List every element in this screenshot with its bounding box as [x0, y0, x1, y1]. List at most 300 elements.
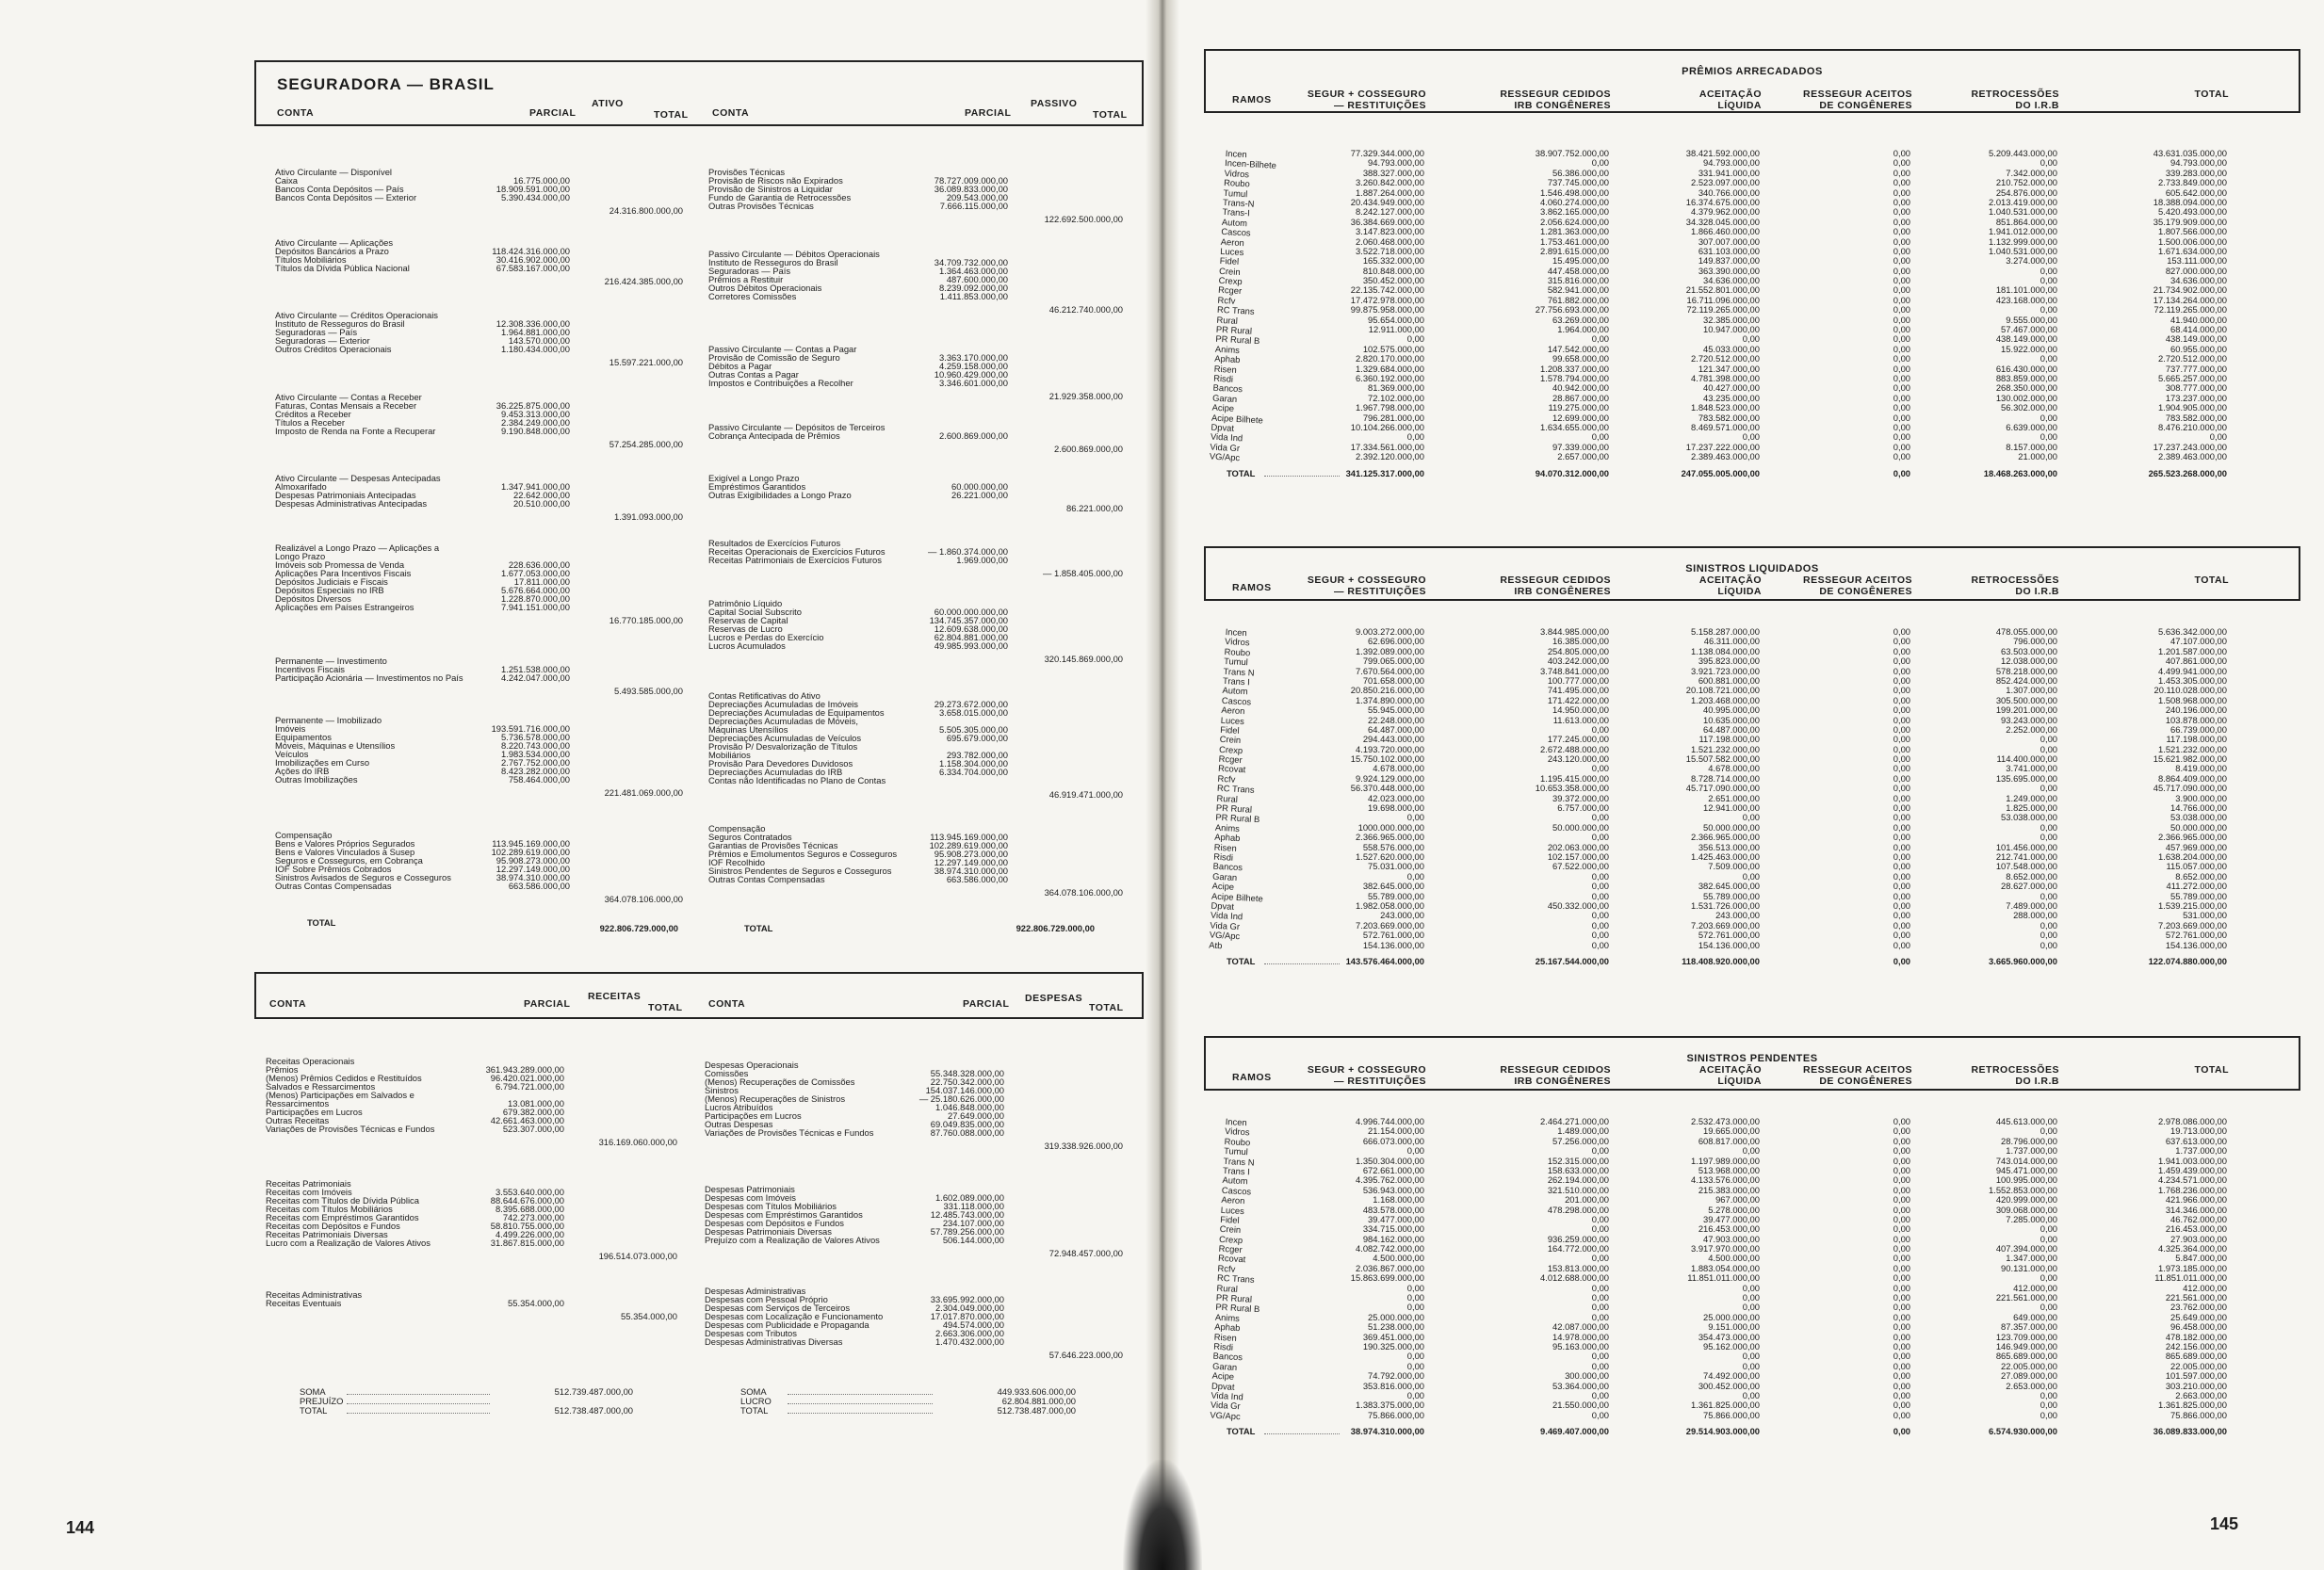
table-2-cell: 314.346.000,00: [2165, 1204, 2227, 1215]
table-1-cell: 7.203.669.000,00: [2158, 919, 2227, 931]
table-2-cell: 0,00: [2040, 1233, 2057, 1244]
ativo-account-line: Participação Acionária — Investimentos no País: [275, 672, 463, 684]
table-0-cell: 10.104.266.000,00: [1350, 421, 1424, 432]
table-1-cell: 0,00: [1893, 763, 1910, 774]
table-2-cell: 666.073.000,00: [1362, 1135, 1424, 1146]
table-2-ramo: Rural: [1216, 1282, 1239, 1294]
table-2-cell: 0,00: [1893, 1311, 1910, 1322]
passivo-account-line: Depreciações Acumuladas de Móveis,: [708, 716, 858, 727]
table-1-cell: 0,00: [1893, 636, 1910, 647]
table-0-cell: 1.281.363.000,00: [1540, 226, 1609, 237]
despesas-account-line: Despesas com Empréstimos Garantidos: [705, 1209, 863, 1221]
table-1-cell: 0,00: [1742, 812, 1760, 823]
passivo-parcial-line: 78.727.009.000,00: [934, 175, 1008, 186]
table-1-cell: 799.065.000,00: [1362, 656, 1424, 667]
total-passivo-label: TOTAL: [744, 923, 773, 933]
table-2-cell: 25.000.000,00: [1368, 1311, 1424, 1322]
table-1-ramo: Fidel: [1220, 723, 1240, 736]
table-2-ramo: Rcfv: [1217, 1262, 1236, 1274]
table-0-cell: 3.522.718.000,00: [1356, 245, 1424, 256]
table-2-cell: 412.000,00: [2013, 1282, 2057, 1293]
table-0-cell: 32.385.000,00: [1703, 314, 1760, 325]
passivo-parcial-line: 12.609.638.000,00: [934, 623, 1008, 635]
despesas-parcial: [891, 1060, 1004, 1137]
ativo-account-line: Títulos da Dívida Pública Nacional: [275, 263, 410, 274]
table-1-ramo: Garan: [1211, 870, 1238, 882]
table-2-ramo: Vidros: [1224, 1125, 1250, 1138]
ativo-parcial-line: 1.251.538.000,00: [501, 664, 570, 675]
table-0-cell: 438.149.000,00: [2165, 333, 2227, 345]
table-1-cell: 1.138.084.000,00: [1691, 645, 1760, 656]
table-1-ramo: PR Rural B: [1215, 812, 1260, 825]
table-1-ramo: Luces: [1220, 714, 1245, 726]
table-1-cell: 4.499.941.000,00: [2158, 665, 2227, 676]
receitas-parcial-line: 55.354.000,00: [508, 1298, 564, 1309]
table-1-cell: 0,00: [1893, 723, 1910, 735]
passivo-parcial-line: 4.259.158.000,00: [939, 361, 1008, 372]
table-1-cell: 0,00: [1591, 890, 1609, 901]
table-2-ramo: PR Rural: [1215, 1291, 1253, 1304]
table-1-cell: 796.000,00: [2013, 636, 2057, 647]
table-2-cell: 25.649.000,00: [2170, 1311, 2227, 1322]
table-2-cell: 164.772.000,00: [1547, 1243, 1609, 1254]
passivo-parcial: [895, 423, 1008, 440]
table-2-cell: 90.131.000,00: [2001, 1262, 2057, 1273]
table-0-cell: 0,00: [1406, 333, 1424, 345]
table-1-values-acei: [1628, 627, 1760, 950]
ativo-group-total: 1.391.093.000,00: [614, 511, 683, 523]
table-1-cell: 382.645.000,00: [1698, 881, 1760, 892]
table-2-cell: 100.995.000,00: [1995, 1174, 2057, 1186]
despesas-parcial-line: 506.144.000,00: [942, 1235, 1004, 1246]
table-0-cell: 0,00: [1591, 157, 1609, 169]
receitas-parcial-line: 4.499.226.000,00: [496, 1229, 564, 1240]
ativo-account-line: Faturas, Contas Mensais a Receber: [275, 400, 417, 412]
table-0-ramo: Trans-N: [1222, 196, 1255, 209]
passivo-account-line: Passivo Circulante — Contas a Pagar: [708, 344, 857, 354]
table-2-cell: 637.613.000,00: [2165, 1135, 2227, 1146]
table-1-cell: 11.613.000,00: [1552, 714, 1609, 725]
passivo-account-line: Depreciações Acumuladas de Imóveis: [708, 699, 858, 710]
col-total-receitas: TOTAL: [648, 1002, 683, 1013]
table-1-cell: 40.995.000,00: [1703, 704, 1760, 716]
table-2-cell: 0,00: [1893, 1351, 1910, 1362]
table-2-cell: 25.000.000,00: [1703, 1311, 1760, 1322]
table-0-ramo: Autom: [1221, 216, 1248, 229]
passivo-parcial-line: 6.334.704.000,00: [939, 767, 1008, 778]
table-0-cell: 57.467.000,00: [2001, 324, 2057, 335]
table-0-cell: 17.472.978.000,00: [1350, 294, 1424, 305]
ativo-parcial-line: 30.416.902.000,00: [496, 254, 570, 266]
table-2-cell: 87.357.000,00: [2001, 1321, 2057, 1333]
passivo-account-line: Patrimônio Líquido: [708, 598, 783, 608]
ativo-parcial-line: 228.636.000,00: [508, 559, 570, 571]
table-2-cell: 865.689.000,00: [1995, 1351, 2057, 1362]
despesas-parcial: [891, 1185, 1004, 1244]
table-0-cell: 43.235.000,00: [1703, 392, 1760, 403]
receitas-account-line: (Menos) Prêmios Cedidos e Restituídos: [266, 1073, 422, 1084]
col-total-passivo: TOTAL: [1093, 109, 1128, 121]
passivo-account-line: Empréstimos Garantidos: [708, 481, 806, 493]
table-0-cell: 3.862.165.000,00: [1540, 206, 1609, 218]
receitas-group-total: 55.354.000,00: [621, 1311, 677, 1322]
table-1-cell: 0,00: [2040, 734, 2057, 745]
table-1-ramo: Rcger: [1218, 753, 1243, 766]
table-2-cell: 22.005.000,00: [2170, 1360, 2227, 1371]
ativo-account-line: Compensação: [275, 830, 333, 840]
ativo-parcial-line: 5.390.434.000,00: [501, 192, 570, 203]
receitas-account-line: Receitas com Imóveis: [266, 1187, 352, 1198]
table-1-cell: 407.861.000,00: [2165, 656, 2227, 667]
total-ativo-label: TOTAL: [307, 917, 336, 928]
passivo-account-line: Contas Retificativas do Ativo: [708, 690, 821, 701]
ativo-parcial: [457, 831, 570, 890]
table-2-cell: 1.350.304.000,00: [1356, 1155, 1424, 1166]
table-2-col-ramos: RAMOS: [1232, 1072, 1272, 1083]
col-conta-despesas: CONTA: [708, 998, 746, 1010]
table-0-cell: 447.458.000,00: [1547, 265, 1609, 276]
table-2-cell: 0,00: [1893, 1125, 1910, 1137]
ativo-account-line: Seguros e Cosseguros, em Cobrança: [275, 855, 423, 866]
table-1-cell: 0,00: [2040, 939, 2057, 950]
table-1-cell: 7.509.000,00: [1708, 861, 1760, 872]
table-0-cell: 5.420.493.000,00: [2158, 206, 2227, 218]
table-1-cell: 1.249.000,00: [2006, 792, 2057, 803]
despesas-account-line: Despesas com Serviços de Terceiros: [705, 1303, 851, 1314]
ativo-account-line: Aplicações Para Incentivos Fiscais: [275, 568, 412, 579]
passivo-parcial-line: 10.960.429.000,00: [934, 369, 1008, 380]
passivo-account-line: Compensação: [708, 823, 766, 834]
table-2-cell: 22.005.000,00: [2001, 1360, 2057, 1371]
table-0-cell: 0,00: [1893, 196, 1910, 207]
table-0-col-total: TOTAL: [2194, 89, 2229, 100]
ativo-account-line: Imposto de Renda na Fonte a Recuperar: [275, 426, 436, 437]
table-2-cell: 967.000,00: [1715, 1194, 1760, 1206]
table-1-cell: 0,00: [1591, 881, 1609, 892]
table-2-cell: 216.453.000,00: [1698, 1223, 1760, 1235]
table-2-cell: 0,00: [1406, 1360, 1424, 1371]
table-0-values-resa: [1779, 149, 1910, 462]
right-summary-label: TOTAL: [740, 1405, 769, 1416]
ativo-account-line: Seguradoras — País: [275, 327, 358, 338]
right-summary-value: 449.933.606.000,00: [997, 1386, 1076, 1397]
ativo-parcial-line: 113.945.169.000,00: [492, 838, 570, 850]
table-2-cell: 0,00: [1742, 1282, 1760, 1293]
table-1-cell: 0,00: [1591, 763, 1609, 774]
table-2-cell: 1.361.825.000,00: [2158, 1400, 2227, 1411]
table-0-cell: 631.103.000,00: [1698, 245, 1760, 256]
table-0-cell: 2.013.419.000,00: [1989, 196, 2057, 207]
table-0-cell: 3.147.823.000,00: [1356, 226, 1424, 237]
table-2-col-total: TOTAL: [2194, 1064, 2229, 1076]
table-1-cell: 12.038.000,00: [2001, 656, 2057, 667]
table-0-cell: 810.848.000,00: [1362, 265, 1424, 276]
table-2-cell: 945.471.000,00: [1995, 1164, 2057, 1175]
table-2-cell: 4.500.000,00: [1708, 1253, 1760, 1264]
table-2-cell: 4.234.571.000,00: [2158, 1174, 2227, 1186]
table-2-cell: 39.477.000,00: [1703, 1213, 1760, 1224]
table-1-cell: 0,00: [1406, 870, 1424, 882]
table-2-ramo: Trans I: [1222, 1164, 1251, 1177]
table-1-cell: 457.969.000,00: [2165, 841, 2227, 852]
table-1-cell: 2.366.965.000,00: [1691, 832, 1760, 843]
page-number-right: 145: [2210, 1514, 2239, 1533]
table-1-cell: 2.252.000,00: [2006, 723, 2057, 735]
left-summary-leader: [347, 1394, 490, 1395]
table-0-cell: 2.657.000,00: [1557, 451, 1609, 462]
table-2-ramo: Fidel: [1220, 1213, 1240, 1225]
table-2-cell: 5.278.000,00: [1708, 1204, 1760, 1215]
table-0-cell: 1.500.006.000,00: [2158, 235, 2227, 247]
ativo-account-line: Bancos Conta Depósitos — Exterior: [275, 192, 417, 203]
despesas-account-line: (Menos) Recuperações de Sinistros: [705, 1093, 846, 1105]
table-1-cell: 0,00: [1893, 812, 1910, 823]
table-2-cell: 420.999.000,00: [1995, 1194, 2057, 1206]
ativo-account-line: Longo Prazo: [275, 551, 326, 562]
passivo-account-line: Garantias de Provisões Técnicas: [708, 840, 838, 851]
table-2-ramo: Rcovat: [1217, 1253, 1246, 1265]
left-summary-label: PREJUÍZO: [300, 1396, 344, 1406]
table-1-cell: 2.672.488.000,00: [1540, 743, 1609, 754]
table-2-cell: 0,00: [1742, 1302, 1760, 1313]
despesas-parcial-line: 331.118.000,00: [943, 1201, 1004, 1212]
table-0-ramo: Fidel: [1219, 255, 1240, 267]
table-0-cell: 27.756.693.000,00: [1535, 304, 1609, 316]
table-0-cell: 438.149.000,00: [1995, 333, 2057, 345]
table-1-cell: 8.864.409.000,00: [2158, 772, 2227, 784]
table-1-cell: 356.513.000,00: [1698, 841, 1760, 852]
passivo-parcial-line: 60.000.000.000,00: [934, 607, 1008, 618]
table-2-cell: 536.943.000,00: [1362, 1184, 1424, 1195]
table-1-cell: 0,00: [2040, 743, 2057, 754]
ativo-account-line: Depósitos Bancários a Prazo: [275, 246, 389, 257]
table-2-cell: 21.154.000,00: [1368, 1125, 1424, 1137]
table-1-cell: 0,00: [1893, 890, 1910, 901]
table-0-cell: 0,00: [1893, 353, 1910, 364]
table-0-cell: 18.388.094.000,00: [2153, 196, 2227, 207]
table-1-cell: 50.000.000,00: [1703, 821, 1760, 833]
table-0-cell: 34.328.045.000,00: [1685, 216, 1760, 227]
table-0-cell: 149.837.000,00: [1698, 255, 1760, 267]
table-0-ramo: Dpvat: [1211, 421, 1235, 433]
table-1-ramo: Autom: [1222, 685, 1248, 697]
table-1-cell: 1000.000.000,00: [1357, 821, 1424, 833]
despesas-account-line: Despesas Patrimoniais: [705, 1184, 795, 1194]
table-2-cell: 2.532.473.000,00: [1691, 1116, 1760, 1126]
receitas-parcial-line: 88.644.676.000,00: [490, 1195, 564, 1206]
table-0-ramo: PR Rural B: [1215, 333, 1260, 347]
passivo-parcial-line: 7.666.115.000,00: [939, 201, 1008, 212]
table-0-cell: 616.430.000,00: [1995, 363, 2057, 374]
table-1-cell: 240.196.000,00: [2165, 704, 2227, 716]
passivo-parcial-line: 487.600.000,00: [946, 274, 1008, 285]
ativo-account-line: Veículos: [275, 749, 309, 760]
table-1-cell: 177.245.000,00: [1547, 734, 1609, 745]
table-0-cell: 40.942.000,00: [1552, 382, 1609, 394]
ativo-parcial-line: 118.424.316.000,00: [492, 246, 570, 257]
table-0-ramo: Risdi: [1212, 372, 1234, 384]
ativo-parcial-line: 12.308.336.000,00: [496, 318, 570, 330]
right-summary-label: SOMA: [740, 1386, 767, 1397]
table-1-ramo: Risen: [1213, 841, 1238, 853]
ativo-parcial-line: 2.767.752.000,00: [501, 757, 570, 769]
table-2-cell: 1.973.185.000,00: [2158, 1262, 2227, 1273]
table-1-cell: 103.878.000,00: [2165, 714, 2227, 725]
despesas-parcial-line: 17.017.870.000,00: [930, 1311, 1004, 1322]
table-0-ramo: Vida Gr: [1210, 441, 1241, 453]
table-1-cell: 0,00: [1893, 841, 1910, 852]
table-1-cell: 395.823.000,00: [1698, 656, 1760, 667]
table-2-header-box: [1204, 1036, 2300, 1091]
passivo-account-line: Depreciações Acumuladas de Veículos: [708, 733, 862, 744]
table-1-cell: 7.203.669.000,00: [1691, 919, 1760, 931]
ativo-account-line: Instituto de Resseguros do Brasil: [275, 318, 405, 330]
table-1-cell: 9.924.129.000,00: [1356, 772, 1424, 784]
table-0-cell: 0,00: [1893, 304, 1910, 316]
table-0-cell: 56.302.000,00: [2001, 402, 2057, 413]
table-2-cell: 0,00: [2040, 1272, 2057, 1284]
table-0-cell: 315.816.000,00: [1547, 275, 1609, 286]
table-0-cell: 0,00: [1893, 372, 1910, 383]
passivo-parcial-line: 1.411.853.000,00: [939, 291, 1008, 302]
table-2-cell: 608.817.000,00: [1698, 1135, 1760, 1146]
table-1-cell: 14.950.000,00: [1552, 704, 1609, 716]
table-2-cell: 27.903.000,00: [2170, 1233, 2227, 1244]
table-0-cell: 308.777.000,00: [2165, 382, 2227, 394]
table-2-cell: 2.464.271.000,00: [1540, 1116, 1609, 1126]
table-2-cell: 47.903.000,00: [1703, 1233, 1760, 1244]
table-2-ramo: Vida Ind: [1211, 1389, 1244, 1402]
receitas-parcial-line: 8.395.688.000,00: [496, 1204, 564, 1215]
table-1-cell: 0,00: [1591, 919, 1609, 931]
table-0-cell: 2.392.120.000,00: [1356, 451, 1424, 462]
table-1-cell: 9.003.272.000,00: [1356, 626, 1424, 637]
table-2-cell: 9.151.000,00: [1708, 1321, 1760, 1333]
table-1-cell: 46.311.000,00: [1703, 636, 1760, 647]
table-2-cell: 513.968.000,00: [1698, 1164, 1760, 1175]
table-1-cell: 1.638.204.000,00: [2158, 850, 2227, 862]
table-0-cell: 1.578.794.000,00: [1540, 372, 1609, 383]
right-summary-leader: [788, 1403, 933, 1404]
receitas-account-line: Prêmios: [266, 1064, 299, 1076]
table-0-ramo: Risen: [1213, 363, 1238, 375]
table-1-cell: 4.193.720.000,00: [1356, 743, 1424, 754]
passivo-parcial: [895, 474, 1008, 499]
table-1-cell: 154.136.000,00: [1698, 939, 1760, 950]
table-2-cell: 0,00: [1591, 1409, 1609, 1420]
table-0-cell: 2.389.463.000,00: [1691, 451, 1760, 462]
table-2-cell: 96.458.000,00: [2170, 1321, 2227, 1333]
passivo-account-line: Exigível a Longo Prazo: [708, 473, 800, 483]
table-2-cell: 75.866.000,00: [1703, 1409, 1760, 1420]
table-1-cell: 3.844.985.000,00: [1540, 626, 1609, 637]
ativo-account-line: Bancos Conta Depósitos — País: [275, 184, 404, 195]
table-1-cell: 450.332.000,00: [1547, 899, 1609, 911]
table-1-cell: 22.248.000,00: [1368, 714, 1424, 725]
table-1-cell: 0,00: [1893, 899, 1910, 911]
table-1-ramo: Dpvat: [1211, 899, 1235, 912]
passivo-parcial-line: 62.804.881.000,00: [934, 632, 1008, 643]
passivo-parcial: [895, 168, 1008, 210]
passivo-account-line: Receitas Patrimoniais de Exercícios Futuros: [708, 555, 882, 566]
table-0-cell: 0,00: [2040, 265, 2057, 276]
passivo-parcial-line: 1.364.463.000,00: [939, 266, 1008, 277]
table-1-cell: 8.652.000,00: [2006, 870, 2057, 882]
table-2-cell: 7.285.000,00: [2006, 1213, 2057, 1224]
table-1-ramo: Incen: [1225, 626, 1247, 639]
table-1-cell: 1.425.463.000,00: [1691, 850, 1760, 862]
despesas-account-line: Despesas com Depósitos e Fundos: [705, 1218, 844, 1229]
table-2-cell: 0,00: [1591, 1360, 1609, 1371]
ativo-account-line: Outros Créditos Operacionais: [275, 344, 392, 355]
table-2-cell: 353.816.000,00: [1362, 1380, 1424, 1391]
table-2-cell: 334.715.000,00: [1362, 1223, 1424, 1235]
receitas-parcial-line: 13.081.000,00: [508, 1098, 564, 1109]
table-1-cell: 202.063.000,00: [1547, 841, 1609, 852]
table-1-ramo: Risdi: [1212, 850, 1234, 863]
receitas-parcial-line: 42.661.463.000,00: [490, 1115, 564, 1126]
receitas-parcial-line: 3.553.640.000,00: [496, 1187, 564, 1198]
table-0-cell: 1.040.531.000,00: [1989, 245, 2057, 256]
table-2-cell: 0,00: [1406, 1302, 1424, 1313]
table-0-col-resa: RESSEGUR ACEITOS DE CONGÊNERES: [1803, 89, 1912, 111]
left-summary-label: TOTAL: [300, 1405, 328, 1416]
table-2-cell: 0,00: [1893, 1135, 1910, 1146]
table-1-cell: 2.651.000,00: [1708, 792, 1760, 803]
table-2-values-retro: [1926, 1117, 2057, 1420]
table-1-cell: 101.456.000,00: [1995, 841, 2057, 852]
table-1-cell: 12.941.000,00: [1703, 802, 1760, 814]
receitas-account-line: Receitas Operacionais: [266, 1056, 355, 1066]
table-1-ramo: Trans I: [1222, 674, 1251, 688]
ativo-parcial-line: 1.983.534.000,00: [501, 749, 570, 760]
despesas-parcial-line: 1.602.089.000,00: [935, 1192, 1004, 1204]
table-1-cell: 56.370.448.000,00: [1350, 783, 1424, 794]
ativo-parcial-line: 1.964.881.000,00: [501, 327, 570, 338]
table-1-cell: 45.717.090.000,00: [2153, 783, 2227, 794]
table-2-ramo: PR Rural B: [1215, 1302, 1260, 1315]
table-0-cell: 0,00: [2040, 412, 2057, 423]
table-0-ramo: Garan: [1211, 392, 1238, 404]
left-summary-leader: [347, 1413, 490, 1414]
table-1-cell: 1.982.058.000,00: [1356, 899, 1424, 911]
table-1-cell: 67.522.000,00: [1552, 861, 1609, 872]
table-2-cell: 2.978.086.000,00: [2158, 1116, 2227, 1126]
table-0-cell: 1.967.798.000,00: [1356, 402, 1424, 413]
table-1-cell: 0,00: [1893, 772, 1910, 784]
table-2-cell: 0,00: [1742, 1389, 1760, 1400]
table-2-cell: 190.325.000,00: [1362, 1340, 1424, 1351]
table-0-cell: 0,00: [1406, 431, 1424, 443]
table-1-cell: 578.218.000,00: [1995, 665, 2057, 676]
passivo-parcial-line: 26.221.000,00: [951, 490, 1008, 501]
table-1-cell: 1.203.468.000,00: [1691, 694, 1760, 705]
table-1-cell: 0,00: [1406, 812, 1424, 823]
ativo-account-line: Ativo Circulante — Contas a Receber: [275, 392, 422, 402]
table-2-cell: 42.087.000,00: [1552, 1321, 1609, 1333]
table-1-cell: 0,00: [1893, 743, 1910, 754]
table-0-cell: 883.859.000,00: [1995, 372, 2057, 383]
table-1-cell: 1.531.726.000,00: [1691, 899, 1760, 911]
ativo-account-line: Equipamentos: [275, 732, 332, 743]
despesas-account-line: Despesas com Localização e Funcionamento: [705, 1311, 884, 1322]
table-1-total-value: 0,00: [1893, 956, 1910, 967]
passivo-account-line: Depreciações Acumuladas do IRB: [708, 767, 843, 778]
table-2-cell: 2.036.867.000,00: [1356, 1262, 1424, 1273]
table-1-cell: 0,00: [1893, 881, 1910, 892]
table-0-cell: 605.642.000,00: [2165, 186, 2227, 198]
table-2-total-value: 0,00: [1893, 1426, 1910, 1437]
